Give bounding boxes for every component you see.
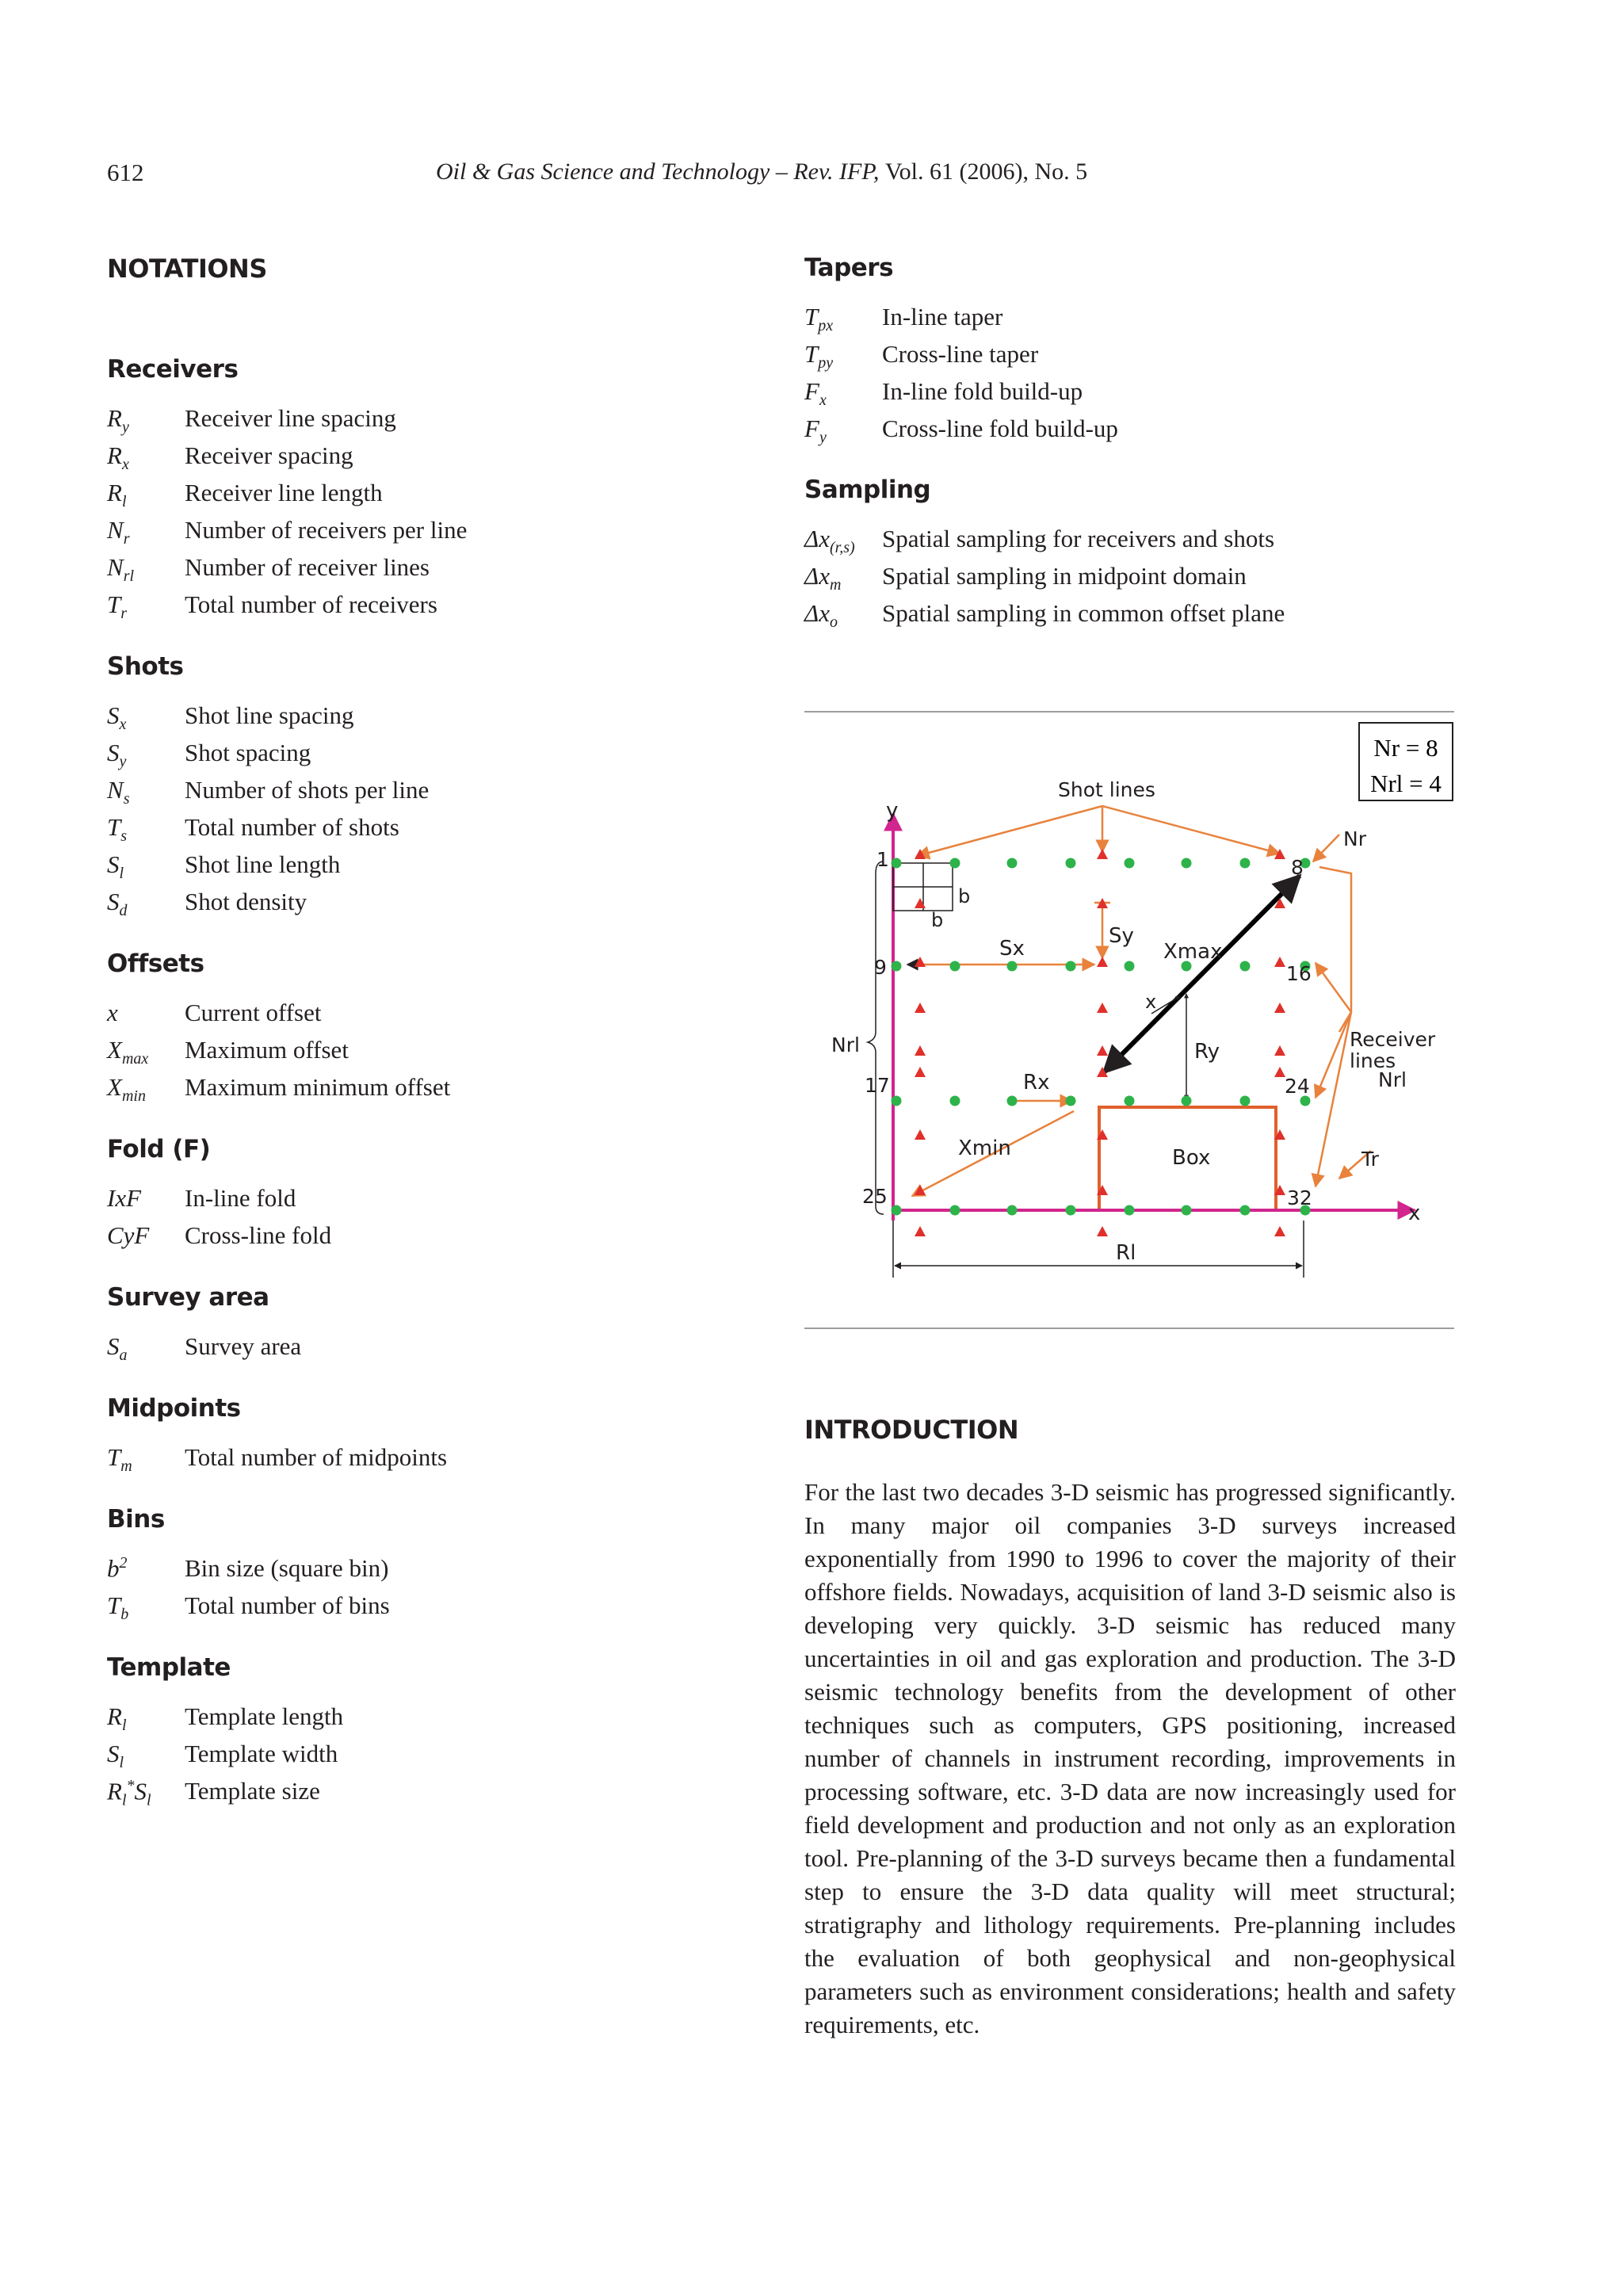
receiver-dot — [1066, 1205, 1076, 1216]
shot-triangle — [915, 1045, 926, 1056]
notation-description: Total number of bins — [185, 1591, 390, 1619]
receiver-dot — [1007, 961, 1018, 972]
running-header — [436, 159, 1087, 185]
legend-nr: Nr = 8 — [1373, 734, 1438, 762]
receiver-dot — [1182, 858, 1192, 869]
notation-row — [107, 1591, 789, 1629]
notation-description: Shot line length — [185, 850, 341, 878]
notation-symbol: $S_l$ — [107, 850, 124, 883]
section-title-shots: Shots — [107, 652, 184, 681]
shot-triangle — [1097, 1226, 1108, 1236]
notation-symbol: IxF — [107, 1184, 142, 1212]
notation-row — [804, 340, 1454, 377]
notation-symbol: $F_x$ — [804, 377, 827, 410]
receiver-dot — [1182, 1096, 1192, 1106]
label-xmax: Xmax — [1163, 940, 1223, 964]
journal-title: Oil & Gas Science and Technology – Rev. IFP, — [436, 159, 880, 185]
notation-row — [107, 479, 789, 516]
notation-symbol: $T_b$ — [107, 1591, 129, 1624]
notation-description: In-line taper — [882, 303, 1003, 330]
label-bin-b-horizontal: b — [958, 885, 971, 907]
shot-triangle — [1097, 1045, 1108, 1056]
notation-row — [107, 404, 789, 441]
label-receiver-25: 25 — [862, 1185, 888, 1208]
label-y-axis: y — [886, 799, 899, 823]
shot-triangle — [915, 1226, 926, 1236]
receiver-dot — [950, 1205, 960, 1216]
shot-triangle — [1274, 957, 1285, 967]
notation-description: Template size — [185, 1777, 320, 1805]
notation-symbol: $T_s$ — [107, 813, 128, 846]
notation-description: Receiver line spacing — [185, 404, 396, 432]
notation-description: Cross-line fold — [185, 1221, 332, 1249]
notation-row — [107, 1777, 789, 1814]
receiver-dot — [1125, 961, 1135, 972]
notation-description: Shot density — [185, 888, 307, 915]
shot-triangle — [1274, 1226, 1285, 1236]
notation-row — [107, 553, 789, 590]
label-receiver-32: 32 — [1287, 1186, 1312, 1209]
notation-description: Bin size (square bin) — [185, 1554, 389, 1583]
label-receiver-8: 8 — [1291, 856, 1304, 879]
right-notations-column — [804, 254, 1454, 636]
label-box: Box — [1172, 1146, 1211, 1170]
notation-symbol: $R_x$ — [107, 441, 129, 474]
notation-description: Survey area — [185, 1332, 302, 1360]
notation-symbol: $T_{py}$ — [804, 340, 834, 372]
receiver-dot — [1066, 961, 1076, 972]
label-receiver-17: 17 — [865, 1074, 890, 1097]
receiver-dot — [1066, 1096, 1076, 1106]
label-receiver-9: 9 — [874, 956, 887, 979]
receiver-dot — [1007, 1205, 1018, 1216]
notation-symbol: $N_s$ — [107, 776, 130, 808]
receiver-dot — [1240, 1205, 1251, 1216]
receiver-dot — [892, 1096, 902, 1106]
notation-description: Template width — [185, 1740, 338, 1767]
receiver-dot — [1240, 1096, 1251, 1106]
label-current-offset: x — [1145, 991, 1157, 1013]
notation-description: Number of receiver lines — [185, 553, 430, 581]
figure-bottom-rule — [804, 1328, 1454, 1329]
receiver-dot — [1125, 1205, 1135, 1216]
notation-symbol: $R_l^*S_l$ — [107, 1777, 151, 1809]
right-notation-sections — [804, 254, 1454, 636]
notation-description: Cross-line taper — [882, 340, 1039, 368]
notation-row — [107, 1036, 789, 1073]
legend-nrl: Nrl = 4 — [1370, 770, 1442, 797]
notation-description: Shot spacing — [185, 739, 311, 766]
notation-symbol: $T_r$ — [107, 590, 128, 623]
receiver-dot — [892, 858, 902, 869]
label-x-axis: x — [1408, 1201, 1421, 1225]
notation-row — [804, 599, 1454, 636]
notation-row — [107, 1554, 789, 1591]
notation-sections — [107, 355, 789, 1814]
section-title-survey-area: Survey area — [107, 1283, 269, 1312]
notation-description: Total number of midpoints — [185, 1443, 448, 1471]
notation-description: Receiver spacing — [185, 441, 353, 469]
notation-row — [107, 999, 789, 1036]
notation-symbol: $S_x$ — [107, 701, 127, 734]
notation-row — [107, 776, 789, 813]
notation-symbol: $S_y$ — [107, 739, 127, 771]
notation-row — [107, 1073, 789, 1110]
shot-triangle — [915, 898, 926, 908]
section-title-tapers: Tapers — [804, 254, 894, 282]
label-nrl-right: Nrl — [1378, 1068, 1407, 1091]
notation-row — [804, 377, 1454, 415]
receiver-dot — [1007, 1096, 1018, 1106]
page-number: 612 — [107, 159, 144, 186]
label-receiver-1: 1 — [876, 848, 889, 871]
notations-column — [107, 254, 789, 1814]
notation-description: In-line fold build-up — [882, 377, 1083, 405]
label-tr: Tr — [1361, 1148, 1379, 1171]
section-title-receivers: Receivers — [107, 355, 239, 384]
section-title-midpoints: Midpoints — [107, 1394, 241, 1423]
shot-triangle — [915, 1129, 926, 1140]
label-receiver: Receiver — [1350, 1028, 1436, 1051]
notation-symbol: $X_{min}$ — [107, 1073, 146, 1106]
notation-row — [107, 1740, 789, 1777]
receiver-dot — [892, 1205, 902, 1216]
label-sx: Sx — [999, 937, 1025, 961]
nrl-brace — [868, 861, 884, 1214]
receiver-dot — [1007, 858, 1018, 869]
notation-description: Current offset — [185, 999, 322, 1026]
notation-row — [107, 1184, 789, 1221]
notation-symbol: $S_l$ — [107, 1740, 124, 1772]
notation-row — [107, 516, 789, 553]
notation-row — [804, 525, 1454, 562]
notation-symbol: $R_l$ — [107, 479, 127, 511]
receiver-lines-callout — [1316, 867, 1351, 1186]
label-xmin: Xmin — [958, 1137, 1011, 1160]
section-title-sampling: Sampling — [804, 476, 931, 504]
receiver-dot — [1066, 858, 1076, 869]
shot-triangle — [1097, 849, 1108, 859]
receiver-dot — [950, 1096, 960, 1106]
notation-row — [107, 590, 789, 628]
introduction-body: For the last two decades 3-D seismic has progressed significantly. In many major oil companies 3-D surveys increased exponentially from 1990 to 1996 to cover the majority of their offshore fields. Nowadays, acquisition of land 3-D seismic also is developing very quickly. 3-D seismic has reduced many uncertainties in oil and gas exploration and production. The 3-D seismic technology benefits from the development of other techniques such as computers, GPS positioning, increased number of channels in instrument recording, improvements in processing software, etc. 3-D data are now increasingly used for field development and production and not only as an exploration tool. Pre-planning of the 3-D surveys became then a fundamental step to ensure the 3-D data quality will meet structural; stratigraphy and lithology requirements. Pre-planning includes the evaluation of both geophysical and non-geophysical parameters such as environment considerations; health and safety requirements, etc. — [804, 1478, 1456, 2038]
notation-symbol: $\Delta x_{(r,s)}$ — [804, 525, 855, 557]
legend-box — [1359, 723, 1453, 800]
label-receiver-16: 16 — [1286, 962, 1312, 985]
notation-description: Number of receivers per line — [185, 516, 468, 544]
notation-description: Receiver line length — [185, 479, 383, 506]
label-lines: lines — [1350, 1049, 1396, 1072]
receiver-dot — [1125, 858, 1135, 869]
notation-symbol: $S_d$ — [107, 888, 128, 920]
receiver-dot — [1240, 961, 1251, 972]
receiver-dot — [892, 961, 902, 972]
label-shot-lines: Shot lines — [1058, 778, 1155, 801]
notation-symbol: $F_y$ — [804, 415, 827, 447]
journal-volume: Vol. 61 (2006), No. 5 — [884, 159, 1088, 185]
shot-triangle — [915, 1003, 926, 1013]
label-receiver-24: 24 — [1285, 1075, 1310, 1098]
notation-row — [107, 1221, 789, 1259]
section-title-fold-f: Fold (F) — [107, 1135, 211, 1163]
notation-symbol: $N_r$ — [107, 516, 130, 548]
label-bin-b-vertical: b — [931, 909, 944, 931]
notation-description: Total number of receivers — [185, 590, 437, 618]
receiver-dot — [1125, 1096, 1135, 1106]
notation-symbol: $R_y$ — [107, 404, 129, 437]
label-nr: Nr — [1343, 827, 1366, 850]
notation-description: In-line fold — [185, 1184, 296, 1212]
notation-row — [107, 813, 789, 850]
notation-description: Maximum offset — [185, 1036, 349, 1064]
notation-description: Spatial sampling for receivers and shots — [882, 525, 1275, 552]
label-rl: Rl — [1116, 1241, 1136, 1265]
label-nrl-brace: Nrl — [831, 1033, 860, 1056]
notation-row — [107, 701, 789, 739]
notation-description: Number of shots per line — [185, 776, 430, 804]
notation-symbol: $T_{px}$ — [804, 303, 834, 335]
notation-symbol: $b^2$ — [107, 1554, 128, 1583]
notation-description: Cross-line fold build-up — [882, 415, 1118, 442]
introduction-title: INTRODUCTION — [804, 1415, 1019, 1445]
shot-lines-callout — [917, 806, 1280, 856]
shot-triangle — [1274, 1045, 1285, 1056]
notation-symbol: $S_a$ — [107, 1332, 128, 1365]
notation-row — [107, 888, 789, 925]
notation-description: Total number of shots — [185, 813, 399, 841]
shot-triangle — [1274, 849, 1285, 859]
section-title-template: Template — [107, 1653, 231, 1682]
receiver-dot — [950, 961, 960, 972]
notation-symbol: $\Delta x_o$ — [804, 599, 838, 632]
label-sy: Sy — [1109, 924, 1134, 948]
notation-row — [804, 562, 1454, 599]
notation-description: Template length — [185, 1702, 344, 1730]
section-title-offsets: Offsets — [107, 949, 204, 978]
receiver-dot — [1182, 1205, 1192, 1216]
notation-row — [107, 1702, 789, 1740]
survey-template-diagram — [804, 711, 1454, 1329]
section-title-bins: Bins — [107, 1505, 165, 1534]
notation-symbol: CyF — [107, 1221, 150, 1249]
notation-description: Maximum minimum offset — [185, 1073, 451, 1101]
notation-symbol: $N_{rl}$ — [107, 553, 135, 586]
receiver-dot — [1240, 858, 1251, 869]
notation-row — [107, 1332, 789, 1370]
notation-symbol: $X_{max}$ — [107, 1036, 149, 1068]
shot-triangle — [1274, 1003, 1285, 1013]
nr-callout — [1313, 835, 1339, 861]
notation-symbol: $T_m$ — [107, 1443, 132, 1476]
shot-triangle — [1274, 1067, 1285, 1077]
notation-row — [804, 415, 1454, 452]
shot-triangle — [915, 1067, 926, 1077]
notation-description: Shot line spacing — [185, 701, 354, 729]
notation-row — [107, 441, 789, 479]
notation-symbol: $\Delta x_m$ — [804, 562, 842, 594]
notations-title: NOTATIONS — [107, 254, 267, 284]
label-rx: Rx — [1023, 1071, 1050, 1095]
notation-description: Spatial sampling in common offset plane — [882, 599, 1285, 627]
receiver-dot — [950, 858, 960, 869]
notation-row — [107, 739, 789, 776]
notation-symbol: x — [107, 999, 118, 1026]
label-ry: Ry — [1194, 1040, 1220, 1064]
shot-triangle — [1097, 1003, 1108, 1013]
shot-triangle — [1097, 957, 1108, 967]
notation-row — [107, 1443, 789, 1480]
notation-row — [107, 850, 789, 888]
shot-triangle — [915, 957, 926, 967]
notation-row — [804, 303, 1454, 340]
notation-description: Spatial sampling in midpoint domain — [882, 562, 1247, 590]
notation-symbol: $R_l$ — [107, 1702, 127, 1735]
